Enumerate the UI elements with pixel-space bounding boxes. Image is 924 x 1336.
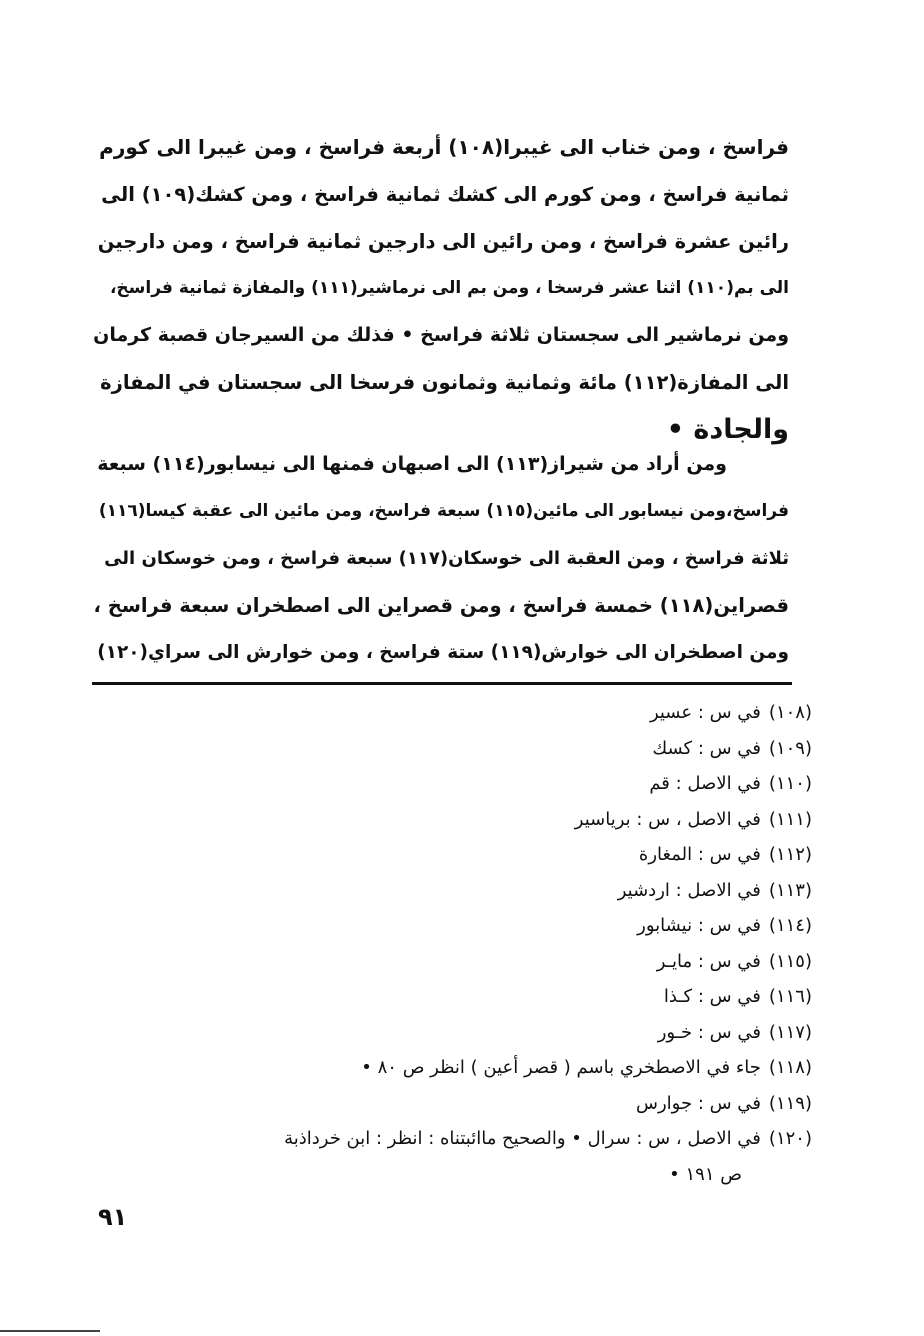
footnote: [92, 1050, 812, 1086]
text-line: فراسخ ، ومن خناب الى غيبرا(١٠٨) أربعة فراسخ ، ومن غيبرا الى كورم: [99, 135, 789, 159]
footnote: [92, 944, 812, 980]
text-line: ثمانية فراسخ ، ومن كورم الى كشك ثمانية فراسخ ، ومن كشك(١٠٩) الى: [101, 183, 789, 206]
footnote-text: في الاصل ، س : برياسير: [574, 808, 761, 830]
footnote-continuation: ص ١٩١ •: [669, 1163, 742, 1185]
footnote-text: في الاصل ، س : سرال • والصحيح ماائبتناه : انظر : ابن خرداذبة: [284, 1128, 761, 1149]
text-line: ومن اصطخران الى خوارش(١١٩) ستة فراسخ ، ومن خوارش الى سراي(١٢٠): [97, 642, 789, 663]
text-line: الى المفازة(١١٢) مائة وثمانية وثمانون فرسخا الى سجستان في المفازة: [100, 371, 789, 394]
footnote-number: (١١٤): [768, 915, 812, 936]
footnote-text: في الاصل : قم: [649, 773, 761, 794]
footnote-text: في س : جوارس: [636, 1092, 761, 1114]
footnotes: [92, 695, 812, 1192]
footnote-number: (١١٥): [768, 950, 812, 972]
footnote-text: في س : خـور: [657, 1021, 761, 1043]
footnote-number: (١١٧): [768, 1021, 812, 1043]
body-paragraph-2: [92, 441, 789, 676]
footnote: [92, 802, 812, 838]
footnote-number: (١٢٠): [768, 1128, 812, 1149]
footnote-number: (١١٨): [768, 1057, 812, 1078]
scan-edge-line: [0, 1330, 100, 1332]
text-line: فراسخ،ومن نيسابور الى مائين(١١٥) سبعة فراسخ، ومن مائين الى عقبة كيسا(١١٦): [98, 501, 789, 521]
footnote-number: (١١٠): [768, 773, 812, 794]
footnote: [92, 1086, 812, 1122]
footnote-text: في س : مايـر: [656, 950, 761, 972]
text-line: ثلاثة فراسخ ، ومن العقبة الى خوسكان(١١٧) سبعة فراسخ ، ومن خوسكان الى: [104, 548, 789, 569]
footnote-text: في س : كسك: [652, 737, 761, 759]
footnote-number: (١٠٨): [768, 702, 812, 723]
footnote: [92, 837, 812, 873]
footnote-number: (١١٣): [768, 879, 812, 901]
footnote-text: في س : عسير: [649, 702, 761, 723]
footnote: [92, 1121, 812, 1157]
text-line: رائين عشرة فراسخ ، ومن رائين الى دارجين ثمانية فراسخ ، ومن دارجين: [97, 230, 789, 253]
footnote-number: (١١١): [768, 808, 812, 830]
footnote-number: (١١٦): [768, 986, 812, 1007]
footnote: [92, 1015, 812, 1051]
footnote-number: (١٠٩): [768, 737, 812, 759]
footnote: [92, 873, 812, 909]
footnote-number: (١١٩): [768, 1092, 812, 1114]
footnote: [92, 979, 812, 1015]
text-line: ومن أراد من شيراز(١١٣) الى اصبهان فمنها الى نيسابور(١١٤) سبعة: [97, 453, 727, 475]
text-line: قصراين(١١٨) خمسة فراسخ ، ومن قصراين الى اصطخران سبعة فراسخ ،: [93, 594, 789, 617]
text-line: الى بم(١١٠) اثنا عشر فرسخا ، ومن بم الى نرماشير(١١١) والمفازة ثمانية فراسخ،: [109, 278, 789, 298]
text-line: ومن نرماشير الى سجستان ثلاثة فراسخ • فذلك من السيرجان قصبة كرمان: [93, 324, 789, 346]
footnote: [92, 695, 812, 731]
footnote-text: في س : كـذا: [663, 986, 761, 1007]
footnote: [92, 766, 812, 802]
footnote-text: في س : المغارة: [638, 844, 761, 865]
footnote: [92, 908, 812, 944]
footnote-text: في الاصل : اردشير: [617, 879, 761, 901]
footnote-number: (١١٢): [768, 844, 812, 865]
body-paragraph-1: [92, 124, 789, 453]
footnote-text: في س : نيشابور: [637, 915, 761, 936]
footnote-text: جاء في الاصطخري باسم ( قصر أعين ) انظر ص ٨٠ •: [361, 1057, 761, 1078]
footnote: [92, 731, 812, 767]
page-number: ٩١: [98, 1203, 128, 1231]
footnote-divider: [92, 682, 792, 685]
text-line: والجادة •: [666, 414, 789, 445]
